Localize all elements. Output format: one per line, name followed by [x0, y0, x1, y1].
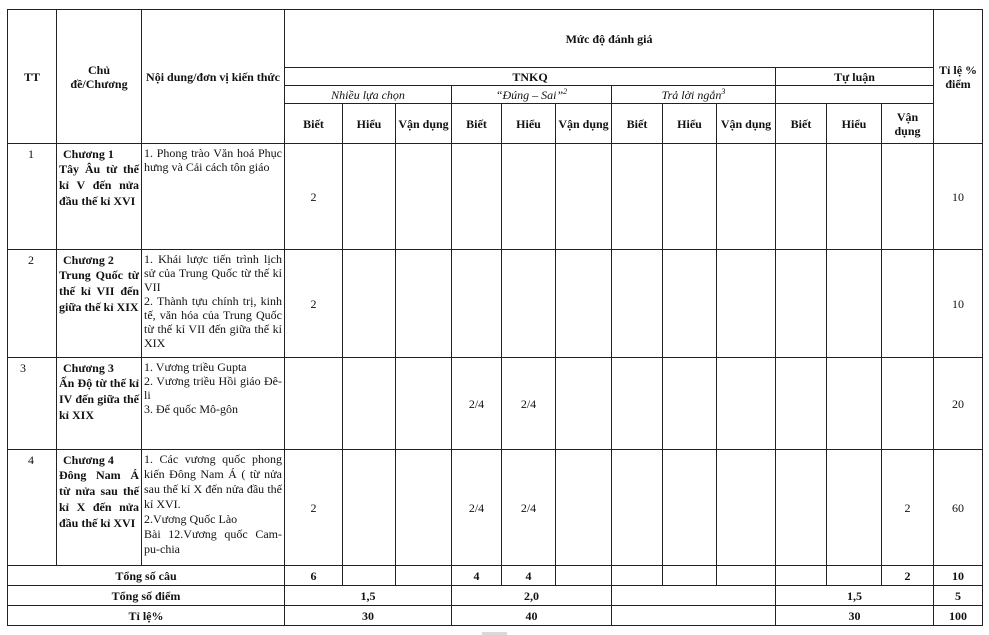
- header-van-dung-1: Vận dụng: [396, 104, 452, 144]
- cell: [882, 250, 934, 358]
- cell: [556, 144, 612, 250]
- header-biet-1: Biết: [285, 104, 343, 144]
- cell: 2/4: [452, 358, 502, 450]
- ratio-total: 100: [934, 606, 983, 626]
- total-cell: 4: [452, 566, 502, 586]
- ratio-label: Tỉ lệ%: [8, 606, 285, 626]
- content-item: 2. Thành tựu chính trị, kinh tế, văn hóa của Trung Quốc từ thế kỉ VII đến giữa thế kỉ XIX: [144, 294, 282, 350]
- cell: 2: [285, 450, 343, 566]
- chapter-title: Trung Quốc từ thế kỉ VII đến giữa thế kỉ XIX: [59, 268, 139, 314]
- table-row: [8, 450, 983, 566]
- cell: [396, 250, 452, 358]
- row-chapter: [57, 144, 142, 250]
- chapter-title: Tây Âu từ thế kỉ V đến nửa đầu thế kỉ XVI: [59, 162, 139, 208]
- row-content: [142, 450, 285, 566]
- total-cell: [612, 566, 663, 586]
- total-points-row: [8, 586, 983, 606]
- header-dung-sai: [452, 86, 612, 104]
- total-questions-ti-le: 10: [934, 566, 983, 586]
- cell: [717, 450, 776, 566]
- ratio-nhieu-lua-chon: 30: [285, 606, 452, 626]
- table-row: [8, 250, 983, 358]
- dung-sai-label: “Đúng – Sai”: [495, 87, 564, 102]
- content-item: 2. Vương triều Hồi giáo Đê-li: [144, 374, 282, 402]
- header-hieu-3: Hiểu: [663, 104, 717, 144]
- header-tra-loi-ngan: [612, 86, 776, 104]
- row-chapter: [57, 250, 142, 358]
- total-cell: [556, 566, 612, 586]
- tra-loi-ngan-footnote: 3: [721, 86, 726, 96]
- header-noi-dung: Nội dung/đơn vị kiến thức: [142, 10, 285, 144]
- chapter-number: Chương 4: [63, 453, 114, 467]
- total-cell: [827, 566, 882, 586]
- cell: [396, 450, 452, 566]
- cell: [556, 450, 612, 566]
- cell: [612, 250, 663, 358]
- cell: [776, 144, 827, 250]
- points-nhieu-lua-chon: 1,5: [285, 586, 452, 606]
- header-nhieu-lua-chon: Nhiều lựa chọn: [285, 86, 452, 104]
- cell: 2/4: [502, 358, 556, 450]
- header-tu-luan-blank: [776, 86, 934, 104]
- header-biet-3: Biết: [612, 104, 663, 144]
- header-biet-2: Biết: [452, 104, 502, 144]
- cell: [827, 250, 882, 358]
- row-tt: 4: [8, 450, 57, 566]
- header-chu-de: Chủ đề/Chương: [57, 10, 142, 144]
- cell: [663, 450, 717, 566]
- cell: [776, 250, 827, 358]
- table-row: [8, 144, 983, 250]
- header-tnkq: TNKQ: [285, 68, 776, 86]
- cell: [882, 358, 934, 450]
- total-cell: [717, 566, 776, 586]
- cell: [827, 450, 882, 566]
- row-content: [142, 250, 285, 358]
- cell: [452, 144, 502, 250]
- row-tt: 1: [8, 144, 57, 250]
- chapter-title: Đông Nam Á từ nửa sau thế kỉ X đến nửa đầu thế kỉ XVI: [59, 468, 139, 530]
- cell: 2: [285, 144, 343, 250]
- row-tt: 3: [8, 358, 57, 450]
- table-row: [8, 358, 983, 450]
- total-questions-label: Tổng số câu: [8, 566, 285, 586]
- cell: 2/4: [452, 450, 502, 566]
- total-cell: [663, 566, 717, 586]
- cell: [396, 144, 452, 250]
- total-cell: 6: [285, 566, 343, 586]
- ratio-tra-loi-ngan: [612, 606, 776, 626]
- row-ti-le: 60: [934, 450, 983, 566]
- cell: [285, 358, 343, 450]
- content-item: 1. Phong trào Văn hoá Phục hưng và Cải cách tôn giáo: [144, 146, 282, 174]
- content-item: 1. Các vương quốc phong kiến Đông Nam Á ( từ nửa sau thế kỉ X đến nửa đầu thế kỉ XVI.: [144, 452, 282, 511]
- cell: [343, 144, 396, 250]
- dung-sai-footnote: 2: [563, 86, 568, 96]
- header-biet-4: Biết: [776, 104, 827, 144]
- total-cell: 4: [502, 566, 556, 586]
- content-item: 1. Khái lược tiến trình lịch sử của Trung Quốc từ thế kỉ VII: [144, 252, 282, 294]
- row-content: [142, 358, 285, 450]
- header-van-dung-2: Vận dụng: [556, 104, 612, 144]
- cell: [827, 144, 882, 250]
- points-dung-sai: 2,0: [452, 586, 612, 606]
- cell: 2: [882, 450, 934, 566]
- cell: [343, 450, 396, 566]
- total-points-ti-le: 5: [934, 586, 983, 606]
- chapter-title: Ấn Độ từ thế kỉ IV đến giữa thế kỉ XIX: [59, 376, 139, 422]
- total-points-label: Tổng số điểm: [8, 586, 285, 606]
- header-hieu-4: Hiểu: [827, 104, 882, 144]
- header-ti-le: Tỉ lệ % điểm: [934, 10, 983, 144]
- cell: 2: [285, 250, 343, 358]
- row-chapter: [57, 450, 142, 566]
- cell: [612, 450, 663, 566]
- cell: [717, 144, 776, 250]
- cell: [776, 450, 827, 566]
- header-hieu-2: Hiểu: [502, 104, 556, 144]
- chapter-number: Chương 2: [63, 253, 114, 267]
- cell: [396, 358, 452, 450]
- row-ti-le: 20: [934, 358, 983, 450]
- ratio-tu-luan: 30: [776, 606, 934, 626]
- tra-loi-ngan-label: Trả lời ngắn: [661, 87, 722, 102]
- cell: [612, 144, 663, 250]
- header-van-dung-3: Vận dụng: [717, 104, 776, 144]
- cell: [343, 250, 396, 358]
- assessment-matrix-table: [7, 9, 983, 626]
- header-van-dung-4: Vận dụng: [882, 104, 934, 144]
- total-cell: 2: [882, 566, 934, 586]
- content-item: 3. Đế quốc Mô-gôn: [144, 402, 238, 416]
- content-item: Bài 12.Vương quốc Cam-pu-chia: [144, 527, 282, 556]
- cell: [663, 144, 717, 250]
- row-chapter: [57, 358, 142, 450]
- cell: 2/4: [502, 450, 556, 566]
- cell: [452, 250, 502, 358]
- total-cell: [776, 566, 827, 586]
- cell: [343, 358, 396, 450]
- content-item: 2.Vương Quốc Lào: [144, 512, 238, 526]
- cell: [827, 358, 882, 450]
- cell: [502, 250, 556, 358]
- row-ti-le: 10: [934, 250, 983, 358]
- cell: [502, 144, 556, 250]
- row-content: [142, 144, 285, 250]
- chapter-number: Chương 3: [63, 361, 114, 375]
- ratio-dung-sai: 40: [452, 606, 612, 626]
- row-ti-le: 10: [934, 144, 983, 250]
- row-tt: 2: [8, 250, 57, 358]
- cell: [717, 358, 776, 450]
- cell: [882, 144, 934, 250]
- chapter-number: Chương 1: [63, 147, 114, 161]
- cell: [556, 250, 612, 358]
- header-tu-luan: Tự luận: [776, 68, 934, 86]
- ratio-row: [8, 606, 983, 626]
- header-hieu-1: Hiểu: [343, 104, 396, 144]
- header-tt: TT: [8, 10, 57, 144]
- header-muc-do: Mức độ đánh giá: [285, 10, 934, 68]
- total-cell: [343, 566, 396, 586]
- cell: [612, 358, 663, 450]
- points-tu-luan: 1,5: [776, 586, 934, 606]
- points-tra-loi-ngan: [612, 586, 776, 606]
- total-questions-row: [8, 566, 983, 586]
- cell: [663, 250, 717, 358]
- cell: [556, 358, 612, 450]
- cell: [776, 358, 827, 450]
- content-item: 1. Vương triều Gupta: [144, 360, 247, 374]
- total-cell: [396, 566, 452, 586]
- cell: [663, 358, 717, 450]
- cell: [717, 250, 776, 358]
